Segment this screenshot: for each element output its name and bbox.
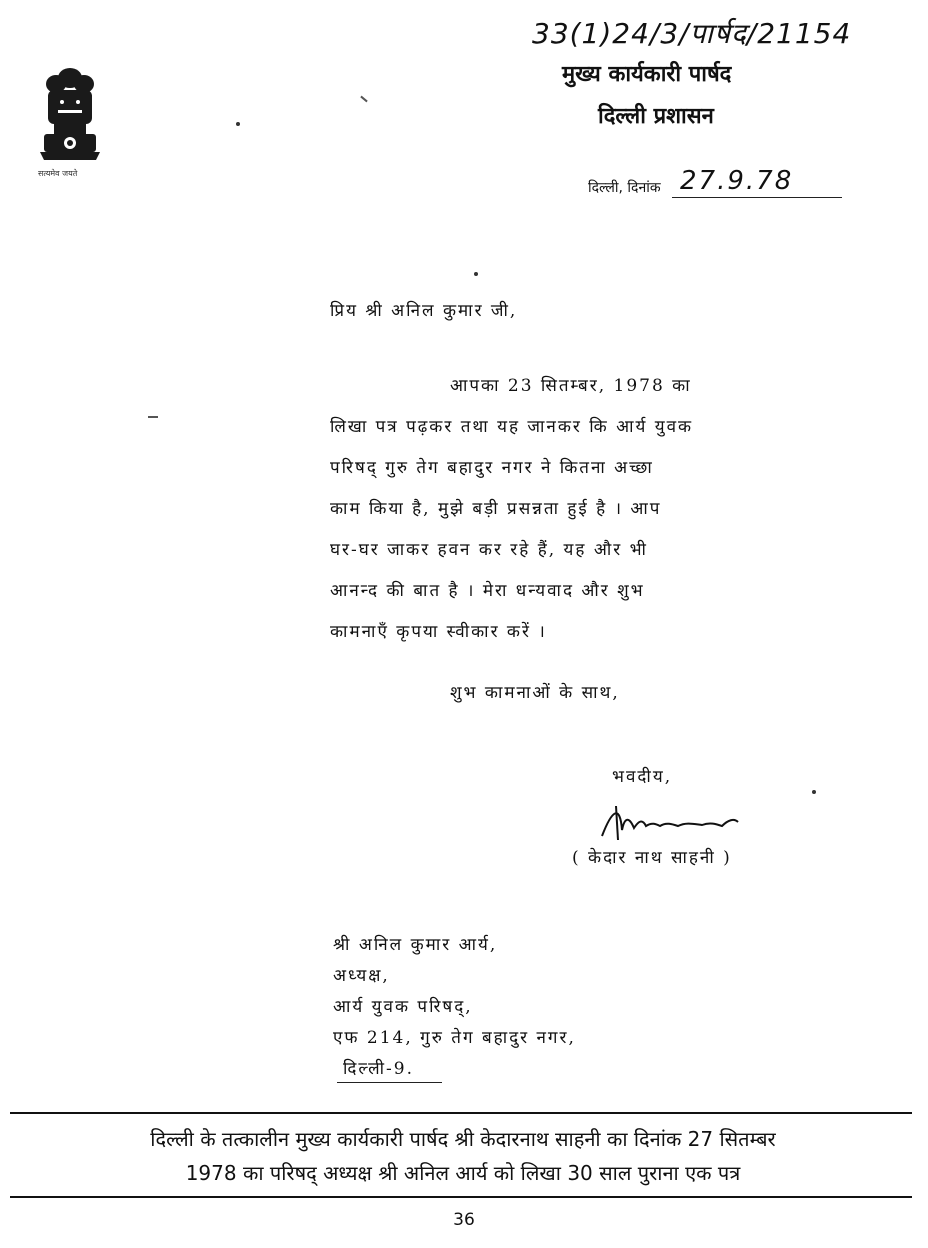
- body-line: लिखा पत्र पढ़कर तथा यह जानकर कि आर्य युवक: [330, 417, 694, 437]
- handwritten-signature-icon: [598, 800, 748, 844]
- address-line: एफ 214, गुरु तेग बहादुर नगर,: [333, 1028, 576, 1048]
- scan-mark: [360, 96, 367, 103]
- office-subtitle: दिल्ली प्रशासन: [598, 104, 714, 129]
- yours-faithfully: भवदीय,: [612, 767, 673, 787]
- signer-name: ( केदार नाथ साहनी ): [572, 848, 732, 868]
- date-label: दिल्ली, दिनांक: [588, 180, 661, 196]
- caption-line-2: 1978 का परिषद् अध्यक्ष श्री अनिल आर्य को लिखा 30 साल पुराना एक पत्र: [185, 1161, 741, 1185]
- office-title: मुख्य कार्यकारी पार्षद: [562, 62, 732, 87]
- national-emblem-icon: [32, 60, 108, 180]
- salutation: प्रिय श्री अनिल कुमार जी,: [330, 301, 518, 321]
- body-line: कामनाएँ कृपया स्वीकार करें ।: [330, 622, 547, 642]
- address-underline: [337, 1082, 442, 1083]
- letter-body: [330, 366, 693, 653]
- address-line: दिल्ली-9.: [343, 1059, 414, 1079]
- scan-speck: [236, 122, 240, 126]
- page-number: 36: [453, 1210, 475, 1230]
- caption-line-1: दिल्ली के तत्कालीन मुख्य कार्यकारी पार्षद श्री केदारनाथ साहनी का दिनांक 27 सितम्बर: [150, 1127, 776, 1151]
- date-value: 27.9.78: [680, 166, 794, 196]
- body-line: परिषद् गुरु तेग बहादुर नगर ने कितना अच्छा: [330, 458, 654, 478]
- recipient-address: [333, 930, 576, 1085]
- caption-rule-top: [10, 1112, 912, 1114]
- body-line: काम किया है, मुझे बड़ी प्रसन्नता हुई है । आप: [330, 499, 662, 519]
- caption: [14, 1122, 912, 1190]
- address-line: आर्य युवक परिषद्,: [333, 997, 473, 1017]
- body-line: आनन्द की बात है । मेरा धन्यवाद और शुभ: [330, 581, 645, 601]
- emblem-motto: सत्यमेव जयते: [38, 169, 78, 178]
- caption-rule-bottom: [10, 1196, 912, 1198]
- closing-line: शुभ कामनाओं के साथ,: [450, 683, 620, 703]
- body-line: घर-घर जाकर हवन कर रहे हैं, यह और भी: [330, 540, 648, 560]
- scan-mark: [148, 416, 158, 418]
- address-line: श्री अनिल कुमार आर्य,: [333, 935, 498, 955]
- file-reference: 33(1)24/3/पार्षद/21154: [532, 17, 852, 50]
- body-line: आपका 23 सितम्बर, 1978 का: [450, 376, 692, 396]
- address-line: अध्यक्ष,: [333, 966, 390, 986]
- scan-speck: [474, 272, 478, 276]
- scan-speck: [812, 790, 816, 794]
- date-underline: [672, 197, 842, 198]
